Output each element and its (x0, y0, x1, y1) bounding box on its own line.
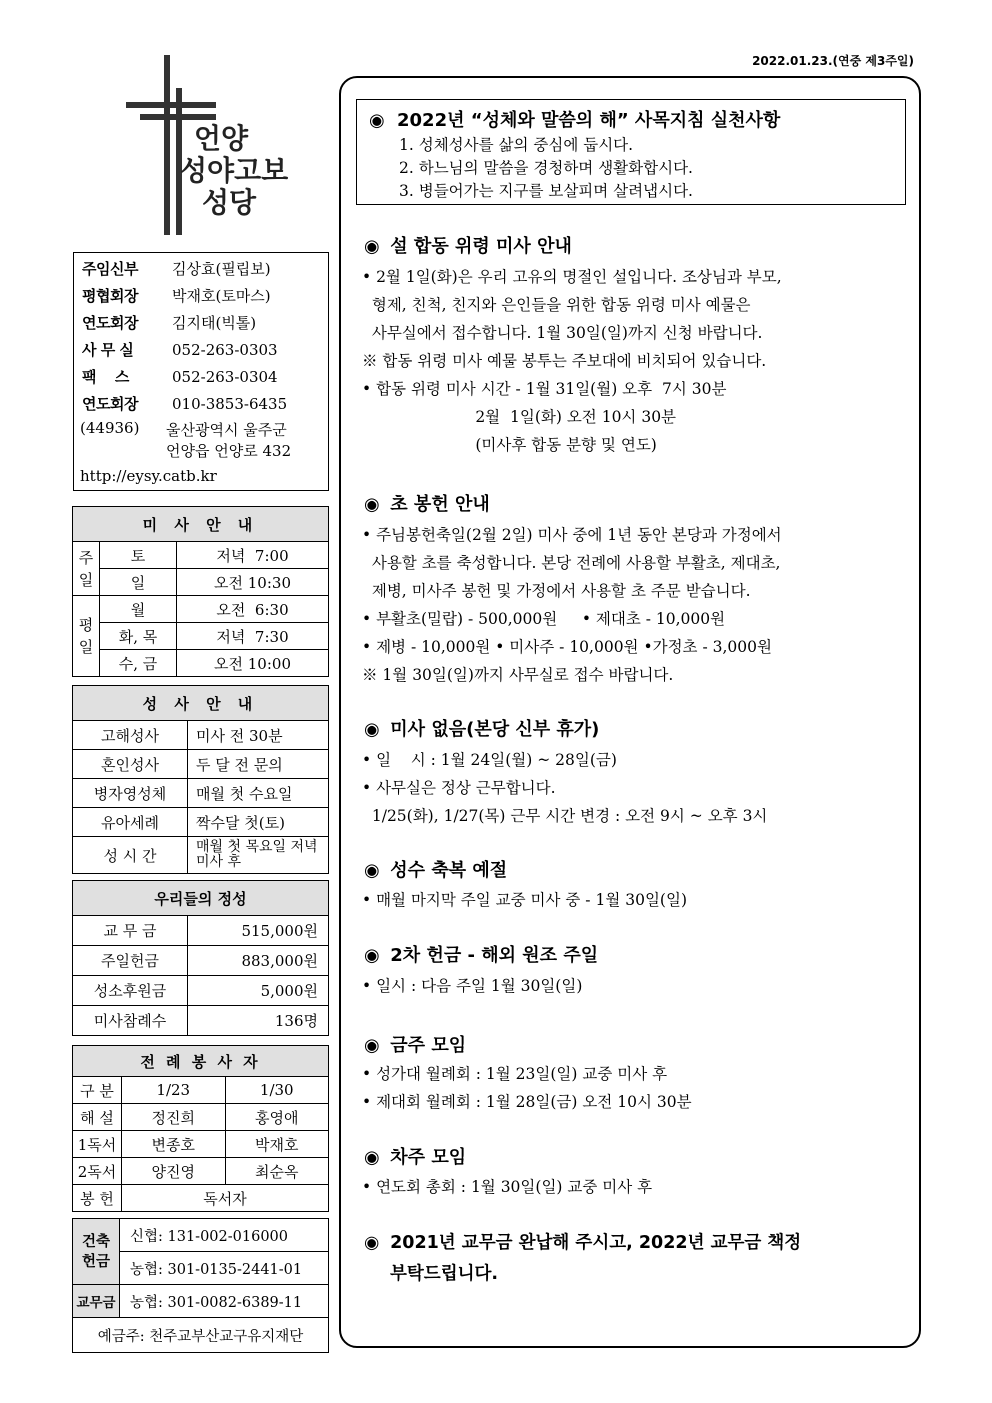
section-line: 2월 1일(화) 오전 10시 30분 (362, 408, 677, 426)
pastoral-guideline-box (356, 99, 906, 205)
section-line: • 매월 마지막 주일 교중 미사 중 - 1월 30일(일) (362, 891, 687, 909)
tithe-label: 교무금 (73, 1285, 120, 1318)
server-role: 봉 헌 (73, 1185, 122, 1212)
accounts-table (72, 1218, 329, 1353)
bulletin-date: 2022.01.23.(연중 제3주일) (752, 54, 914, 68)
section-title: ◉ 차주 모임 (364, 1147, 467, 1168)
server-name: 최순옥 (225, 1158, 329, 1185)
sacrament-name: 고해성사 (73, 721, 188, 750)
section-line: • 제병 - 10,000원 • 미사주 - 10,000원 •가정초 - 3,000원 (362, 638, 772, 656)
section-line: • 성가대 월례회 : 1월 23일(일) 교중 미사 후 (362, 1065, 668, 1083)
section-line: (미사후 합동 분향 및 연도) (362, 436, 657, 454)
server-name: 박재호 (225, 1131, 329, 1158)
bullet-mark: ◉ (369, 110, 385, 131)
offering-name: 교 무 금 (73, 916, 188, 946)
mass-time: 오전 10:30 (177, 569, 329, 596)
section-line: 1/25(화), 1/27(목) 근무 시간 변경 : 오전 9시 ~ 오후 3시 (362, 807, 768, 825)
offering-amount: 883,000원 (188, 946, 329, 976)
mass-schedule-table (72, 506, 329, 677)
guideline-item: 1. 성체성사를 삶의 중심에 둡시다. (399, 136, 634, 154)
section-line: 형제, 친척, 친지와 은인들을 위한 합동 위령 미사 예물은 (362, 296, 751, 314)
section-line: • 연도회 총회 : 1월 30일(일) 교중 미사 후 (362, 1178, 653, 1196)
mass-time: 오전 10:00 (177, 650, 329, 677)
guideline-item: 3. 병들어가는 지구를 보살피며 살려냅시다. (399, 182, 693, 200)
server-role: 2독서 (73, 1158, 122, 1185)
offering-title: 우리들의 정성 (73, 881, 329, 916)
section-title: ◉ 금주 모임 (364, 1035, 467, 1056)
mass-time: 오전 6:30 (177, 596, 329, 623)
staff-row: 사 무 실 052-263-0303 (82, 340, 278, 359)
servers-title: 전 례 봉 사 자 (73, 1046, 329, 1077)
section-line: 제병, 미사주 봉헌 및 가정에서 사용할 초 주문 받습니다. (362, 582, 751, 600)
section-title: ◉ 미사 없음(본당 신부 휴가) (364, 719, 600, 740)
staff-row: 주임신부 김상효(필립보) (82, 260, 271, 278)
sunday-label: 주 일 (73, 542, 100, 596)
weekday-label: 평 일 (73, 596, 100, 677)
sacrament-title: 성 사 안 내 (73, 686, 329, 721)
sacrament-table (72, 685, 329, 874)
section-line: • 주님봉헌축일(2월 2일) 미사 중에 1년 동안 본당과 가정에서 (362, 526, 782, 544)
section-title: ◉ 성수 축복 예절 (364, 860, 508, 881)
staff-row: 연도회장 010-3853-6435 (82, 394, 288, 413)
section-line: • 사무실은 정상 근무합니다. (362, 779, 556, 797)
staff-row: 평협회장 박재호(토마스) (82, 287, 271, 305)
section-line: • 합동 위령 미사 시간 - 1월 31일(월) 오후 7시 30분 (362, 380, 727, 398)
offering-name: 주일헌금 (73, 946, 188, 976)
staff-row: 팩 스 052-263-0304 (82, 367, 278, 386)
mass-day: 월 (100, 596, 177, 623)
section-line: • 일 시 : 1월 24일(월) ~ 28일(금) (362, 751, 617, 769)
offering-name: 성소후원금 (73, 976, 188, 1006)
section-line: • 제대회 월례회 : 1월 28일(금) 오전 10시 30분 (362, 1093, 692, 1111)
servers-header: 1/23 (122, 1077, 226, 1104)
server-name: 양진영 (122, 1158, 226, 1185)
sacrament-name: 유아세례 (73, 808, 188, 837)
servers-header: 구 분 (73, 1077, 122, 1104)
mass-day: 화, 목 (100, 623, 177, 650)
server-name: 홍영애 (225, 1104, 329, 1131)
address: (44936) 울산광역시 울주군 언양읍 언양로 432 (80, 419, 292, 460)
mass-title: 미 사 안 내 (73, 507, 329, 542)
section-title: ◉ 설 합동 위령 미사 안내 (364, 236, 572, 257)
offering-name: 미사참례수 (73, 1006, 188, 1036)
sacrament-name: 성 시 간 (73, 837, 188, 874)
church-name-1: 언양 (194, 122, 249, 155)
section-line: 사용할 초를 축성합니다. 본당 전례에 사용할 부활초, 제대초, (362, 554, 781, 572)
church-name-3: 성당 (202, 186, 257, 219)
server-role: 해 설 (73, 1104, 122, 1131)
server-role: 1독서 (73, 1131, 122, 1158)
staff-info-box (73, 252, 329, 491)
guideline-title: 2022년 “성체와 말씀의 해” 사목지침 실천사항 (397, 110, 781, 131)
mass-day: 일 (100, 569, 177, 596)
sacrament-name: 혼인성사 (73, 750, 188, 779)
sacrament-info: 매월 첫 수요일 (188, 779, 329, 808)
mass-day: 수, 금 (100, 650, 177, 677)
server-name: 정진희 (122, 1104, 226, 1131)
mass-time: 저녁 7:30 (177, 623, 329, 650)
account-number: 신협: 131-002-016000 (120, 1219, 329, 1252)
offering-amount: 136명 (188, 1006, 329, 1036)
church-name-2: 성야고보 (180, 154, 289, 187)
section-line: 사무실에서 접수합니다. 1월 30일(일)까지 신청 바랍니다. (362, 324, 763, 342)
section-line: ※ 1월 30일(일)까지 사무실로 접수 바랍니다. (362, 666, 674, 684)
mass-time: 저녁 7:00 (177, 542, 329, 569)
offering-table (72, 880, 329, 1036)
section-title: ◉ 2차 헌금 - 해외 원조 주일 (364, 945, 599, 966)
account-holder: 예금주: 천주교부산교구유지재단 (73, 1318, 329, 1353)
section-line: • 일시 : 다음 주일 1월 30일(일) (362, 977, 583, 995)
offering-amount: 515,000원 (188, 916, 329, 946)
section-line: • 부활초(밀랍) - 500,000원 • 제대초 - 10,000원 (362, 610, 726, 628)
account-number: 농협: 301-0135-2441-01 (120, 1252, 329, 1285)
offering-amount: 5,000원 (188, 976, 329, 1006)
section-line: • 2월 1일(화)은 우리 고유의 명절인 설입니다. 조상님과 부모, (362, 268, 782, 286)
server-name: 변종호 (122, 1131, 226, 1158)
sacrament-info: 짝수달 첫(토) (188, 808, 329, 837)
section-line: ※ 합동 위령 미사 예물 봉투는 주보대에 비치되어 있습니다. (362, 352, 767, 370)
staff-row: 연도회장 김지태(빅톨) (82, 314, 257, 332)
website-link[interactable]: http://eysy.catb.kr (80, 467, 217, 485)
servers-table (72, 1045, 329, 1212)
sacrament-name: 병자영성체 (73, 779, 188, 808)
sacrament-info: 매월 첫 목요일 저녁미사 후 (188, 837, 329, 874)
server-name: 독서자 (122, 1185, 329, 1212)
account-number: 농협: 301-0082-6389-11 (120, 1285, 329, 1318)
closing-notice: ◉ 2021년 교무금 완납해 주시고, 2022년 교무금 책정 (364, 1233, 802, 1253)
building-fund-label: 건축 헌금 (73, 1219, 120, 1285)
closing-notice-2: 부탁드립니다. (390, 1264, 499, 1284)
sacrament-info: 두 달 전 문의 (188, 750, 329, 779)
servers-header: 1/30 (225, 1077, 329, 1104)
guideline-item: 2. 하느님의 말씀을 경청하며 생활화합시다. (399, 159, 693, 177)
sacrament-info: 미사 전 30분 (188, 721, 329, 750)
section-title: ◉ 초 봉헌 안내 (364, 494, 490, 515)
mass-day: 토 (100, 542, 177, 569)
